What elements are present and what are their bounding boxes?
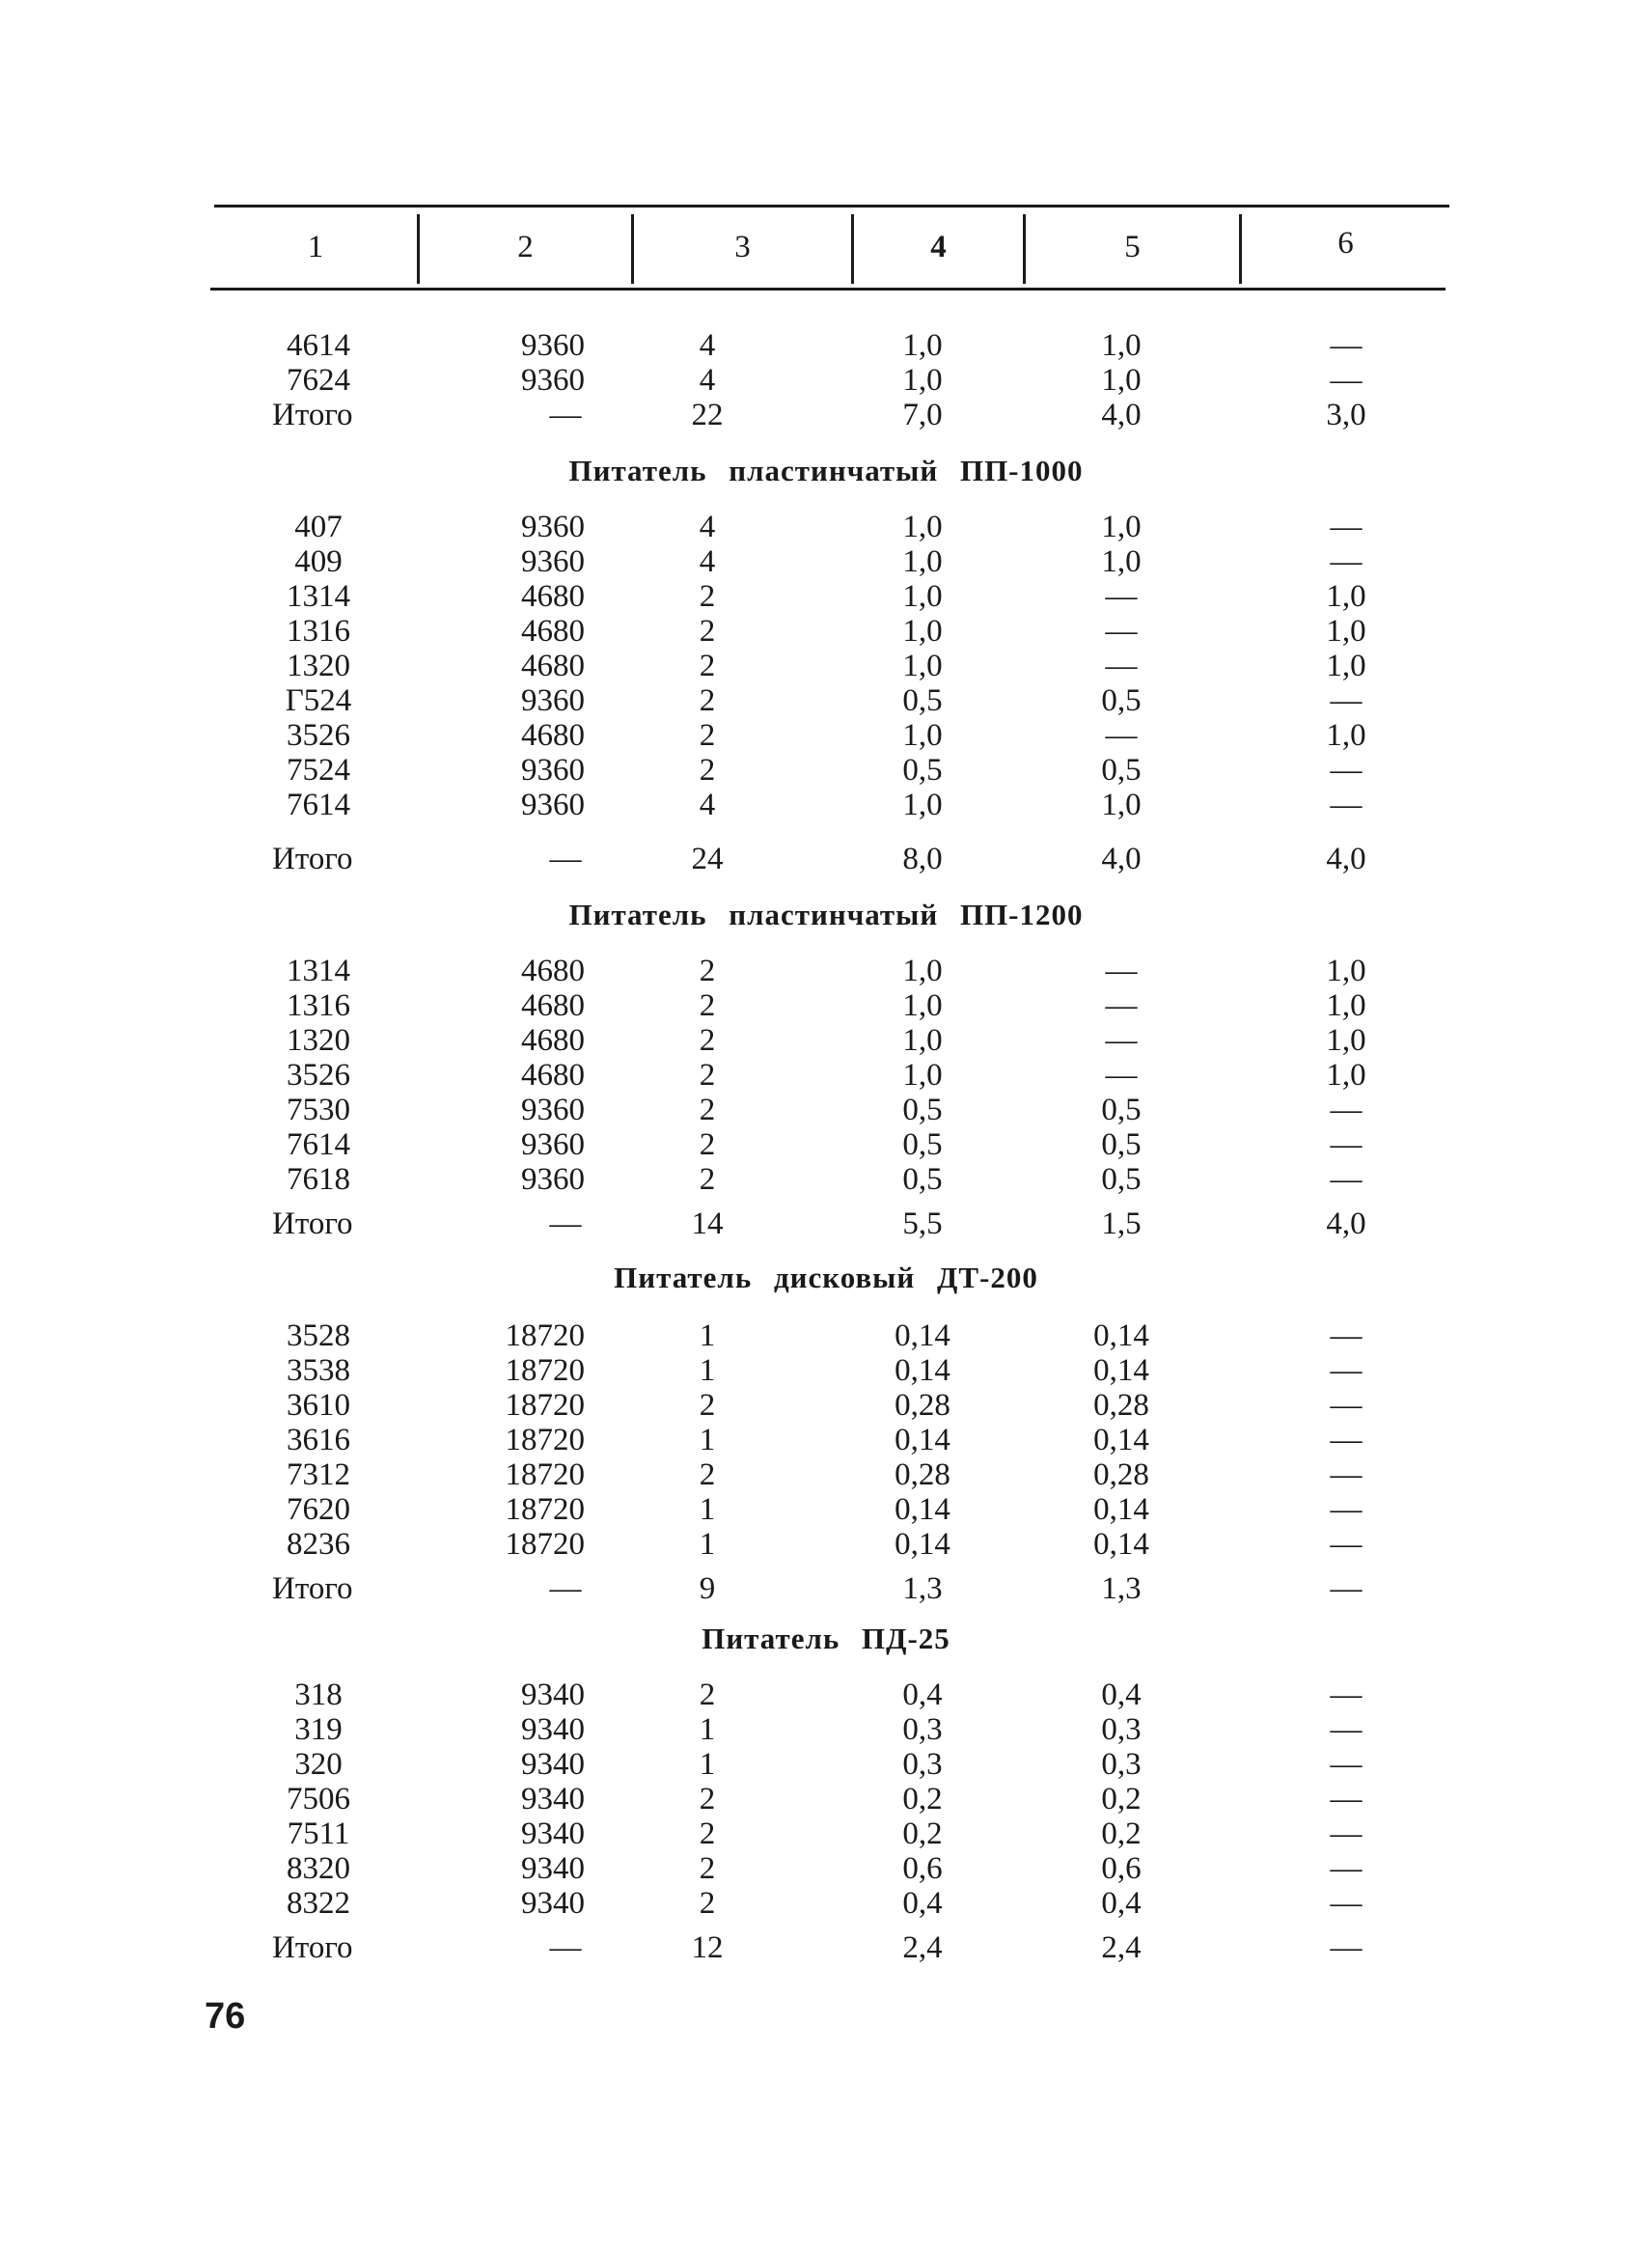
total-row xyxy=(0,1930,1652,1965)
table-row xyxy=(0,1388,1652,1423)
cell-col4: 0,14 xyxy=(895,1527,950,1562)
total-label: Итого xyxy=(272,1930,353,1965)
cell-col5: 0,5 xyxy=(1101,1093,1142,1127)
table-row xyxy=(0,1023,1652,1058)
column-header-6: 6 xyxy=(1337,226,1354,261)
cell-col5: — xyxy=(1105,988,1138,1023)
cell-col6: 1,0 xyxy=(1326,1058,1366,1093)
cell-col2: 9360 xyxy=(521,1162,585,1197)
cell-col4: 0,4 xyxy=(902,1678,943,1712)
table-row xyxy=(0,1318,1652,1353)
table-row xyxy=(0,988,1652,1023)
cell-col5: 0,14 xyxy=(1093,1423,1149,1457)
cell-col6: 4,0 xyxy=(1326,1206,1366,1241)
cell-col3: 4 xyxy=(699,510,716,544)
cell-col3: 2 xyxy=(699,1093,716,1127)
cell-col6: — xyxy=(1330,1571,1363,1606)
table-row xyxy=(0,683,1652,718)
cell-col3: 2 xyxy=(699,579,716,614)
cell-col3: 4 xyxy=(699,544,716,579)
cell-col5: 0,14 xyxy=(1093,1353,1149,1388)
table-row xyxy=(0,1886,1652,1921)
cell-col2: 4680 xyxy=(521,988,585,1023)
column-header-1: 1 xyxy=(307,230,324,264)
cell-col5: 0,3 xyxy=(1101,1747,1142,1782)
table-row xyxy=(0,328,1652,363)
table-row xyxy=(0,1353,1652,1388)
cell-col4: 0,5 xyxy=(902,1093,943,1127)
cell-item: 7624 xyxy=(287,363,350,398)
cell-col4: 0,5 xyxy=(902,753,943,788)
total-label: Итого xyxy=(272,1571,353,1606)
cell-col6: — xyxy=(1330,1678,1363,1712)
cell-col5: 2,4 xyxy=(1101,1930,1142,1965)
cell-col2: 9360 xyxy=(521,683,585,718)
cell-col2: 9360 xyxy=(521,328,585,363)
table-row xyxy=(0,1747,1652,1782)
cell-col2: — xyxy=(549,1571,582,1606)
table-row xyxy=(0,1457,1652,1492)
table-row xyxy=(0,649,1652,683)
cell-col2: 18720 xyxy=(505,1353,585,1388)
cell-col3: 2 xyxy=(699,1851,716,1886)
cell-col6: — xyxy=(1330,1886,1363,1921)
cell-col6: — xyxy=(1330,1093,1363,1127)
header-top-rule xyxy=(214,205,1449,208)
cell-col2: 9340 xyxy=(521,1782,585,1816)
cell-col2: 4680 xyxy=(521,954,585,988)
cell-col4: 1,0 xyxy=(902,649,943,683)
cell-col4: 1,0 xyxy=(902,788,943,822)
cell-col6: — xyxy=(1330,1712,1363,1747)
cell-col5: 0,4 xyxy=(1101,1678,1142,1712)
cell-col6: — xyxy=(1330,1388,1363,1423)
total-row xyxy=(0,1571,1652,1606)
cell-col3: 2 xyxy=(699,753,716,788)
cell-col5: 1,0 xyxy=(1101,788,1142,822)
cell-col6: — xyxy=(1330,544,1363,579)
cell-item: 319 xyxy=(294,1712,343,1747)
cell-col3: 2 xyxy=(699,954,716,988)
cell-item: 8320 xyxy=(287,1851,350,1886)
cell-col4: 1,0 xyxy=(902,1058,943,1093)
cell-item: 4614 xyxy=(287,328,350,363)
cell-col4: 1,0 xyxy=(902,328,943,363)
cell-col3: 2 xyxy=(699,718,716,753)
cell-col5: 1,5 xyxy=(1101,1206,1142,1241)
cell-col2: 4680 xyxy=(521,1023,585,1058)
cell-item: 7312 xyxy=(287,1457,350,1492)
cell-item: 1316 xyxy=(287,988,350,1023)
cell-col3: 2 xyxy=(699,683,716,718)
section-title: Питатель ПД-25 xyxy=(702,1622,950,1655)
cell-col5: — xyxy=(1105,718,1138,753)
cell-col3: 2 xyxy=(699,1388,716,1423)
cell-col3: 4 xyxy=(699,363,716,398)
table-row xyxy=(0,1712,1652,1747)
cell-col2: 4680 xyxy=(521,718,585,753)
cell-col2: 9360 xyxy=(521,753,585,788)
column-header-2: 2 xyxy=(517,230,534,264)
cell-col5: 0,28 xyxy=(1093,1388,1149,1423)
cell-col6: — xyxy=(1330,1423,1363,1457)
cell-col6: — xyxy=(1330,788,1363,822)
cell-col4: 1,0 xyxy=(902,718,943,753)
cell-col2: 9360 xyxy=(521,363,585,398)
cell-col3: 9 xyxy=(699,1571,716,1606)
table-row xyxy=(0,954,1652,988)
cell-col4: 0,14 xyxy=(895,1318,950,1353)
cell-col4: 1,0 xyxy=(902,363,943,398)
total-row xyxy=(0,842,1652,876)
cell-col5: — xyxy=(1105,649,1138,683)
cell-col3: 24 xyxy=(691,842,724,876)
cell-item: 1314 xyxy=(287,954,350,988)
cell-item: 3538 xyxy=(287,1353,350,1388)
cell-col5: — xyxy=(1105,579,1138,614)
cell-col6: — xyxy=(1330,1527,1363,1562)
table-row xyxy=(0,1423,1652,1457)
cell-col2: 18720 xyxy=(505,1457,585,1492)
cell-col5: 0,5 xyxy=(1101,1162,1142,1197)
cell-col4: 0,5 xyxy=(902,683,943,718)
cell-item: 1316 xyxy=(287,614,350,649)
table-row xyxy=(0,1527,1652,1562)
cell-col2: 9340 xyxy=(521,1747,585,1782)
cell-item: 3526 xyxy=(287,718,350,753)
cell-col3: 22 xyxy=(691,398,724,432)
cell-col2: 9360 xyxy=(521,1093,585,1127)
cell-col2: — xyxy=(549,1206,582,1241)
cell-item: 7506 xyxy=(287,1782,350,1816)
cell-item: 7511 xyxy=(287,1816,350,1851)
cell-col2: 4680 xyxy=(521,614,585,649)
cell-col2: 9360 xyxy=(521,510,585,544)
cell-col5: 0,28 xyxy=(1093,1457,1149,1492)
header-bottom-rule xyxy=(210,288,1446,291)
cell-col3: 14 xyxy=(691,1206,724,1241)
cell-col3: 1 xyxy=(699,1747,716,1782)
table-row xyxy=(0,1162,1652,1197)
cell-col3: 12 xyxy=(691,1930,724,1965)
table-row xyxy=(0,1851,1652,1886)
cell-col6: — xyxy=(1330,1930,1363,1965)
cell-col2: 9360 xyxy=(521,788,585,822)
table-row xyxy=(0,1058,1652,1093)
column-header-3: 3 xyxy=(734,230,751,264)
cell-col6: 1,0 xyxy=(1326,649,1366,683)
cell-col4: 1,0 xyxy=(902,544,943,579)
section-title: Питатель пластинчатый ПП-1200 xyxy=(568,898,1084,931)
cell-col6: — xyxy=(1330,1782,1363,1816)
cell-col4: 1,0 xyxy=(902,954,943,988)
cell-col5: 1,0 xyxy=(1101,363,1142,398)
section-title: Питатель дисковый ДТ-200 xyxy=(614,1261,1038,1294)
cell-col2: 18720 xyxy=(505,1388,585,1423)
cell-col2: — xyxy=(549,398,582,432)
cell-col6: 1,0 xyxy=(1326,954,1366,988)
cell-col4: 0,14 xyxy=(895,1492,950,1527)
cell-item: 7614 xyxy=(287,788,350,822)
cell-col2: 9340 xyxy=(521,1816,585,1851)
cell-col4: 7,0 xyxy=(902,398,943,432)
cell-col3: 1 xyxy=(699,1527,716,1562)
table-row xyxy=(0,788,1652,822)
cell-col4: 0,3 xyxy=(902,1747,943,1782)
column-header-4: 4 xyxy=(930,230,947,264)
cell-col5: 0,14 xyxy=(1093,1527,1149,1562)
table-row xyxy=(0,363,1652,398)
cell-col4: 0,5 xyxy=(902,1127,943,1162)
cell-col5: 0,14 xyxy=(1093,1492,1149,1527)
total-row xyxy=(0,1206,1652,1241)
cell-col2: 18720 xyxy=(505,1423,585,1457)
cell-col4: 0,2 xyxy=(902,1816,943,1851)
total-row xyxy=(0,398,1652,432)
cell-col6: 1,0 xyxy=(1326,1023,1366,1058)
page-number: 76 xyxy=(205,1996,246,2037)
cell-item: 7614 xyxy=(287,1127,350,1162)
cell-col2: 18720 xyxy=(505,1527,585,1562)
cell-col4: 0,28 xyxy=(895,1388,950,1423)
cell-col4: 0,14 xyxy=(895,1353,950,1388)
cell-col3: 2 xyxy=(699,1782,716,1816)
cell-col5: 1,3 xyxy=(1101,1571,1142,1606)
cell-item: 3616 xyxy=(287,1423,350,1457)
total-label: Итого xyxy=(272,1206,353,1241)
cell-col5: 1,0 xyxy=(1101,510,1142,544)
cell-col6: — xyxy=(1330,1162,1363,1197)
cell-col3: 2 xyxy=(699,1886,716,1921)
cell-item: 3526 xyxy=(287,1058,350,1093)
cell-col4: 0,2 xyxy=(902,1782,943,1816)
cell-col6: — xyxy=(1330,683,1363,718)
cell-col5: 0,3 xyxy=(1101,1712,1142,1747)
cell-col5: — xyxy=(1105,614,1138,649)
total-label: Итого xyxy=(272,842,353,876)
table-row xyxy=(0,510,1652,544)
cell-col5: — xyxy=(1105,1023,1138,1058)
cell-col4: 1,0 xyxy=(902,510,943,544)
cell-col3: 4 xyxy=(699,788,716,822)
table-row xyxy=(0,614,1652,649)
table-row xyxy=(0,1093,1652,1127)
cell-item: 1320 xyxy=(287,649,350,683)
cell-col3: 1 xyxy=(699,1423,716,1457)
cell-col6: 4,0 xyxy=(1326,842,1366,876)
table-row xyxy=(0,1492,1652,1527)
cell-col3: 2 xyxy=(699,649,716,683)
cell-col2: 9340 xyxy=(521,1712,585,1747)
cell-item: 3528 xyxy=(287,1318,350,1353)
cell-col3: 2 xyxy=(699,1058,716,1093)
cell-col6: — xyxy=(1330,363,1363,398)
cell-col6: 3,0 xyxy=(1326,398,1366,432)
cell-col4: 0,3 xyxy=(902,1712,943,1747)
table-row xyxy=(0,1678,1652,1712)
cell-item: 409 xyxy=(294,544,343,579)
cell-item: 318 xyxy=(294,1678,343,1712)
cell-col3: 2 xyxy=(699,1457,716,1492)
cell-col5: 1,0 xyxy=(1101,328,1142,363)
cell-col4: 1,0 xyxy=(902,988,943,1023)
cell-col4: 0,4 xyxy=(902,1886,943,1921)
cell-col5: 0,2 xyxy=(1101,1782,1142,1816)
cell-col2: 9360 xyxy=(521,1127,585,1162)
cell-col3: 2 xyxy=(699,1023,716,1058)
cell-col2: — xyxy=(549,1930,582,1965)
cell-col6: — xyxy=(1330,328,1363,363)
cell-col3: 2 xyxy=(699,1816,716,1851)
cell-col5: 0,4 xyxy=(1101,1886,1142,1921)
cell-col3: 1 xyxy=(699,1492,716,1527)
table-row xyxy=(0,718,1652,753)
cell-col4: 1,0 xyxy=(902,579,943,614)
table-row xyxy=(0,1127,1652,1162)
cell-col5: — xyxy=(1105,1058,1138,1093)
cell-item: 3610 xyxy=(287,1388,350,1423)
cell-col6: 1,0 xyxy=(1326,579,1366,614)
cell-col2: 4680 xyxy=(521,579,585,614)
table-row xyxy=(0,1782,1652,1816)
cell-col5: 4,0 xyxy=(1101,842,1142,876)
cell-item: 7620 xyxy=(287,1492,350,1527)
cell-col6: — xyxy=(1330,1353,1363,1388)
cell-col4: 0,14 xyxy=(895,1423,950,1457)
cell-col2: 18720 xyxy=(505,1318,585,1353)
cell-col3: 2 xyxy=(699,1127,716,1162)
cell-col3: 2 xyxy=(699,1678,716,1712)
cell-col5: 1,0 xyxy=(1101,544,1142,579)
cell-col5: — xyxy=(1105,954,1138,988)
cell-col2: 4680 xyxy=(521,649,585,683)
cell-col4: 8,0 xyxy=(902,842,943,876)
cell-col5: 0,14 xyxy=(1093,1318,1149,1353)
cell-item: 320 xyxy=(294,1747,343,1782)
cell-col2: 4680 xyxy=(521,1058,585,1093)
cell-item: 1320 xyxy=(287,1023,350,1058)
cell-item: 7524 xyxy=(287,753,350,788)
cell-col3: 1 xyxy=(699,1353,716,1388)
cell-item: Г524 xyxy=(285,683,352,718)
cell-col6: — xyxy=(1330,1851,1363,1886)
cell-col4: 1,3 xyxy=(902,1571,943,1606)
cell-col3: 2 xyxy=(699,988,716,1023)
cell-col6: — xyxy=(1330,1457,1363,1492)
cell-col4: 0,28 xyxy=(895,1457,950,1492)
cell-col2: 9340 xyxy=(521,1851,585,1886)
cell-item: 407 xyxy=(294,510,343,544)
cell-item: 7618 xyxy=(287,1162,350,1197)
cell-col6: — xyxy=(1330,1492,1363,1527)
table-row xyxy=(0,579,1652,614)
cell-col6: 1,0 xyxy=(1326,614,1366,649)
cell-col6: 1,0 xyxy=(1326,988,1366,1023)
cell-col5: 0,2 xyxy=(1101,1816,1142,1851)
cell-col6: — xyxy=(1330,510,1363,544)
cell-col5: 0,5 xyxy=(1101,1127,1142,1162)
cell-col6: — xyxy=(1330,753,1363,788)
cell-col4: 5,5 xyxy=(902,1206,943,1241)
cell-item: 7530 xyxy=(287,1093,350,1127)
cell-col3: 2 xyxy=(699,1162,716,1197)
cell-col4: 2,4 xyxy=(902,1930,943,1965)
cell-col2: 9360 xyxy=(521,544,585,579)
cell-col5: 0,5 xyxy=(1101,683,1142,718)
cell-col5: 0,6 xyxy=(1101,1851,1142,1886)
cell-col6: — xyxy=(1330,1816,1363,1851)
cell-col3: 2 xyxy=(699,614,716,649)
table-row xyxy=(0,544,1652,579)
cell-col2: 9340 xyxy=(521,1678,585,1712)
column-header-5: 5 xyxy=(1124,230,1141,264)
cell-col6: 1,0 xyxy=(1326,718,1366,753)
cell-col3: 1 xyxy=(699,1712,716,1747)
total-label: Итого xyxy=(272,398,353,432)
cell-col2: — xyxy=(549,842,582,876)
cell-col2: 18720 xyxy=(505,1492,585,1527)
cell-col3: 4 xyxy=(699,328,716,363)
table-row xyxy=(0,753,1652,788)
cell-col2: 9340 xyxy=(521,1886,585,1921)
cell-col4: 1,0 xyxy=(902,1023,943,1058)
cell-col6: — xyxy=(1330,1318,1363,1353)
section-title: Питатель пластинчатый ПП-1000 xyxy=(568,454,1084,487)
cell-col6: — xyxy=(1330,1127,1363,1162)
cell-col4: 0,5 xyxy=(902,1162,943,1197)
cell-col5: 4,0 xyxy=(1101,398,1142,432)
cell-col3: 1 xyxy=(699,1318,716,1353)
cell-col5: 0,5 xyxy=(1101,753,1142,788)
cell-item: 1314 xyxy=(287,579,350,614)
cell-col6: — xyxy=(1330,1747,1363,1782)
table-row xyxy=(0,1816,1652,1851)
cell-item: 8322 xyxy=(287,1886,350,1921)
cell-col4: 0,6 xyxy=(902,1851,943,1886)
cell-col4: 1,0 xyxy=(902,614,943,649)
cell-item: 8236 xyxy=(287,1527,350,1562)
